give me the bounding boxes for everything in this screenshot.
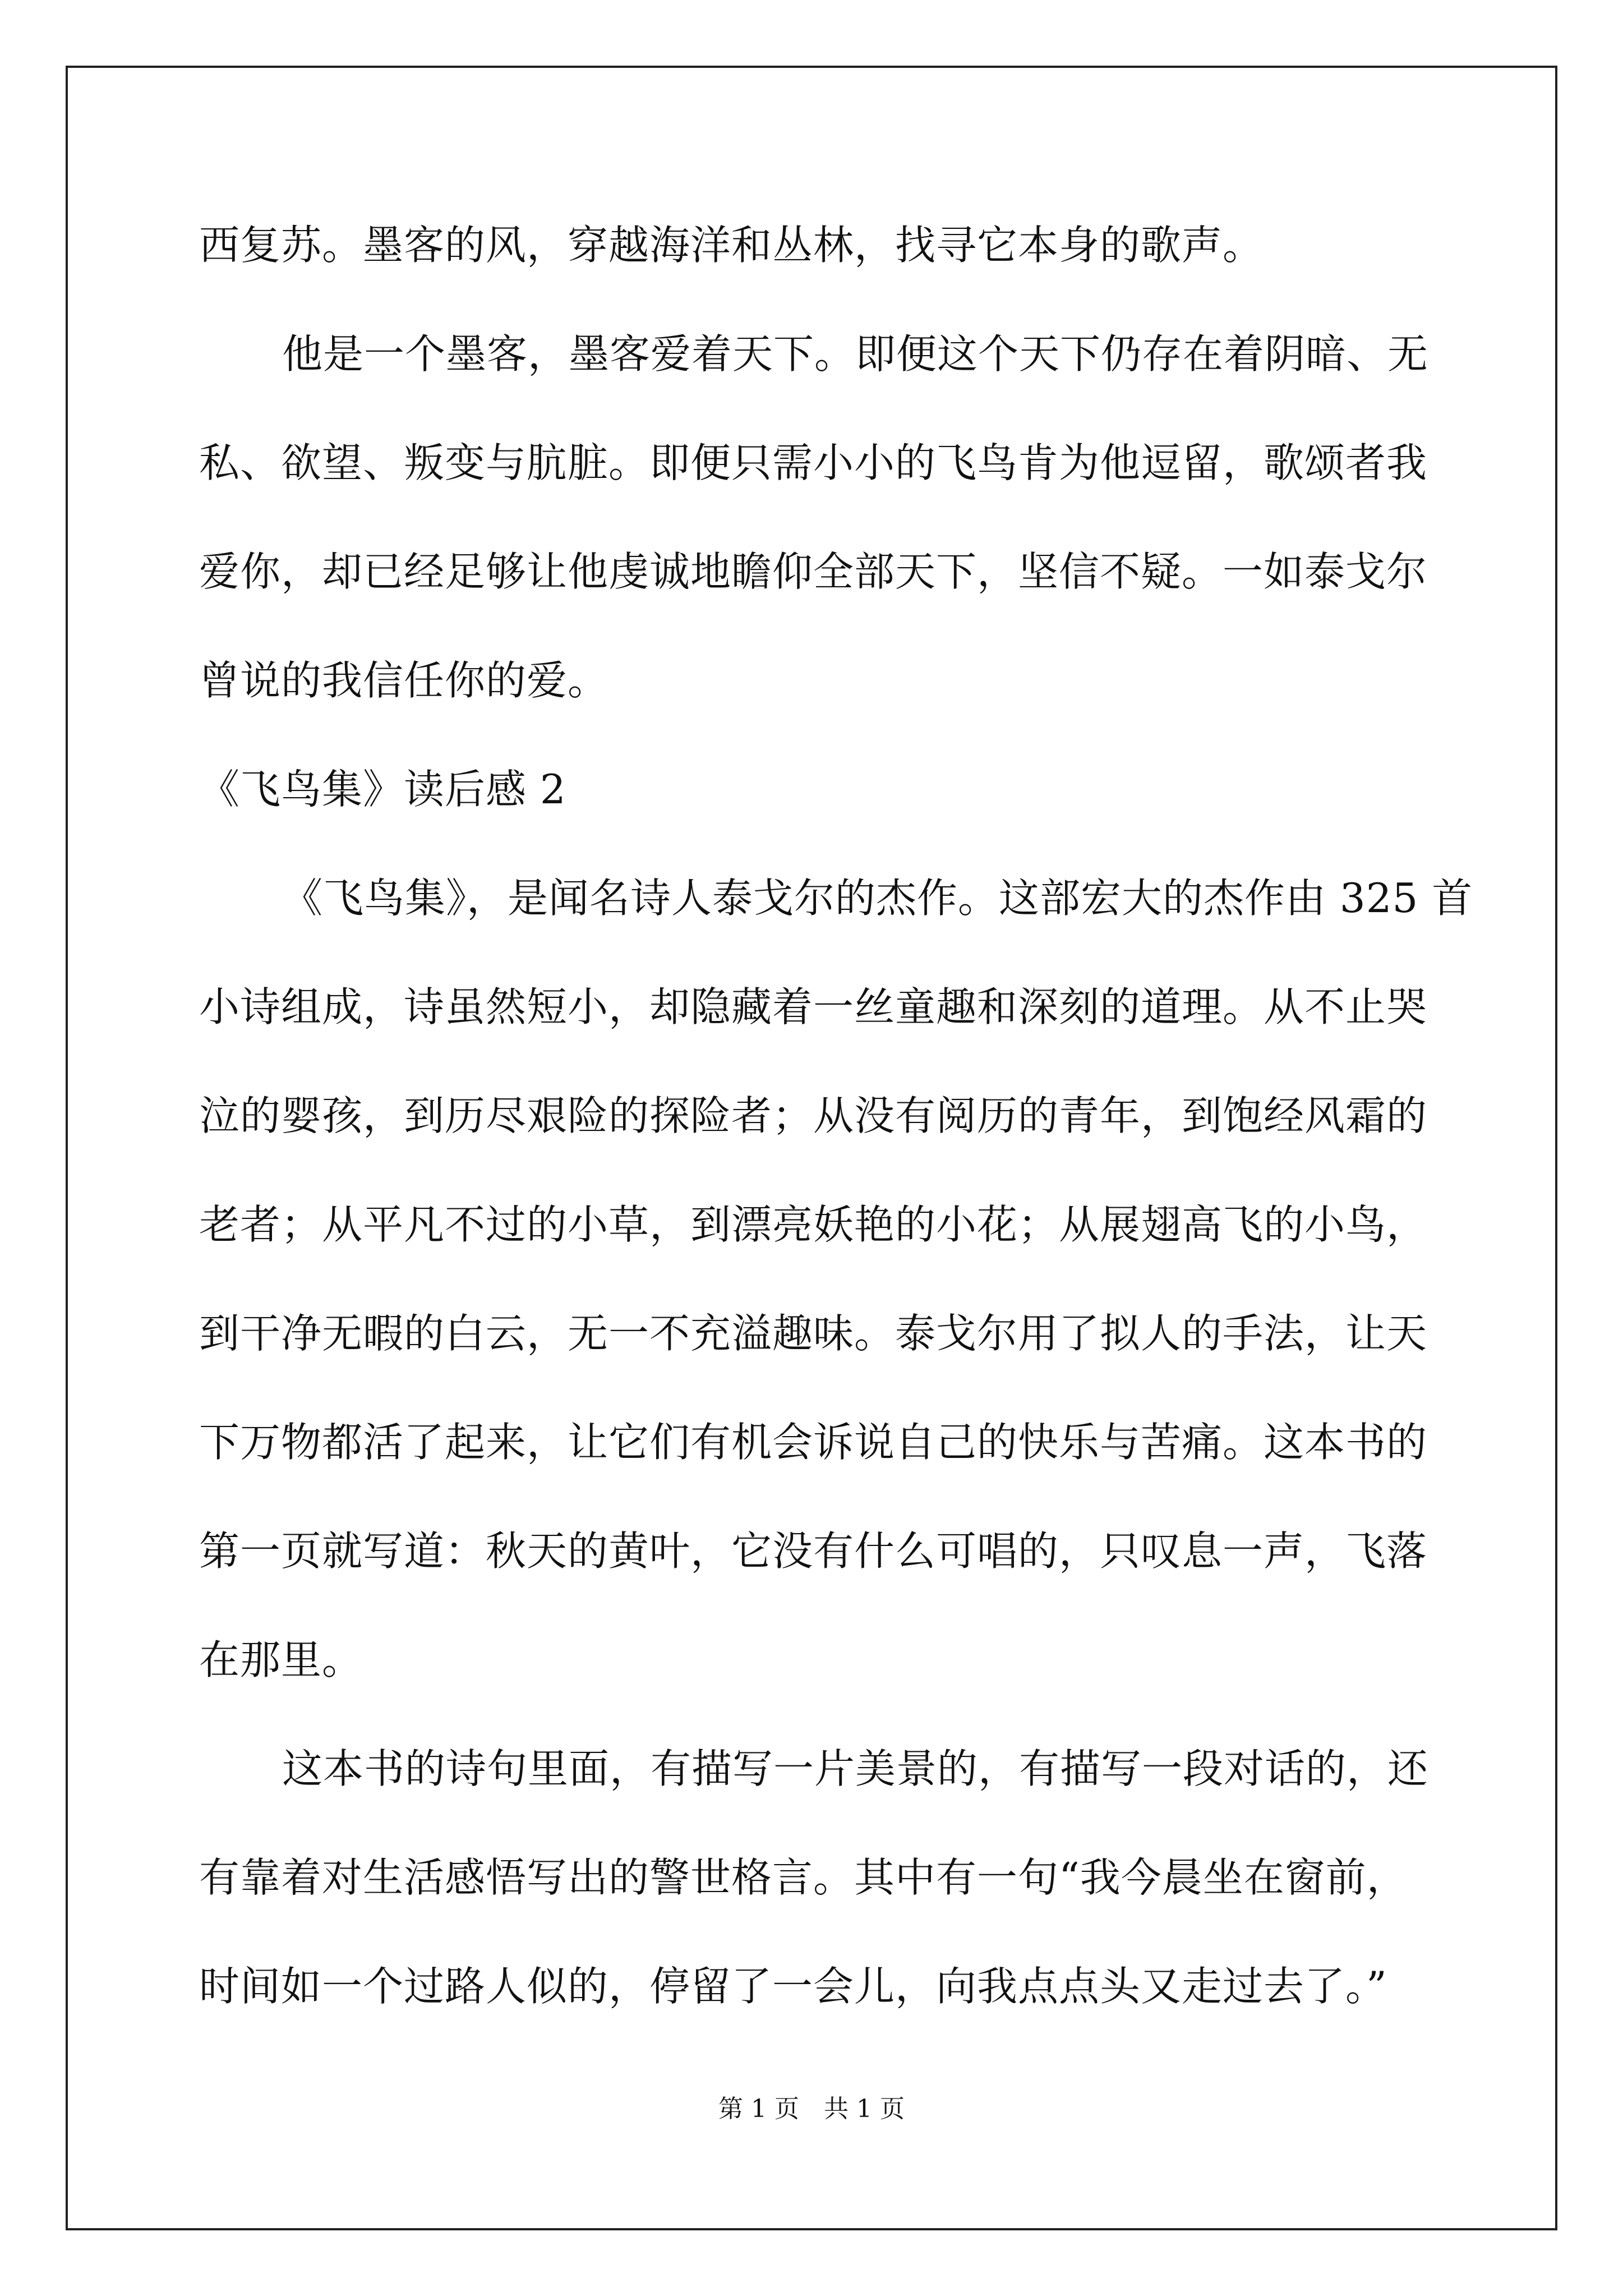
text-line: 爱你，却已经足够让他虔诚地瞻仰全部天下，坚信不疑。一如泰戈尔 [199, 548, 1428, 595]
text-line: 时间如一个过路人似的，停留了一会儿，向我点点头又走过去了。” [199, 1963, 1387, 2010]
text-line: 西复苏。墨客的风，穿越海洋和丛林，找寻它本身的歌声。 [199, 222, 1264, 269]
paragraph-start-line: 这本书的诗句里面，有描写一片美景的，有描写一段对话的，还 [282, 1745, 1429, 1792]
text-line: 下万物都活了起来，让它们有机会诉说自己的快乐与苦痛。这本书的 [199, 1419, 1428, 1466]
document-body [199, 217, 1473, 2067]
text-line: 小诗组成，诗虽然短小，却隐藏着一丝童趣和深刻的道理。从不止哭 [199, 983, 1428, 1030]
text-line: 第一页就写道：秋天的黄叶，它没有什么可唱的，只叹息一声，飞落 [199, 1527, 1428, 1575]
page-footer: 第 1 页 共 1 页 [718, 2095, 905, 2123]
text-line: 在那里。 [199, 1636, 363, 1683]
text-line: 私、欲望、叛变与肮脏。即便只需小小的飞鸟肯为他逗留，歌颂者我 [199, 439, 1428, 486]
paragraph-start-line: 《飞鸟集》，是闻名诗人泰戈尔的杰作。这部宏大的杰作由 325 首 [282, 875, 1473, 922]
text-line: 到干净无暇的白云，无一不充溢趣味。泰戈尔用了拟人的手法，让天 [199, 1310, 1428, 1357]
text-line: 有靠着对生活感悟写出的警世格言。其中有一句“我今晨坐在窗前， [199, 1854, 1408, 1901]
text-line: 老者；从平凡不过的小草，到漂亮妖艳的小花；从展翅高飞的小鸟， [199, 1201, 1428, 1248]
text-line: 曾说的我信任你的爱。 [199, 657, 609, 704]
paragraph-start-line: 他是一个墨客，墨客爱着天下。即便这个天下仍存在着阴暗、无 [282, 330, 1429, 378]
section-heading: 《飞鸟集》读后感 2 [199, 766, 566, 813]
text-line: 泣的婴孩，到历尽艰险的探险者；从没有阅历的青年，到饱经风霜的 [199, 1092, 1428, 1139]
